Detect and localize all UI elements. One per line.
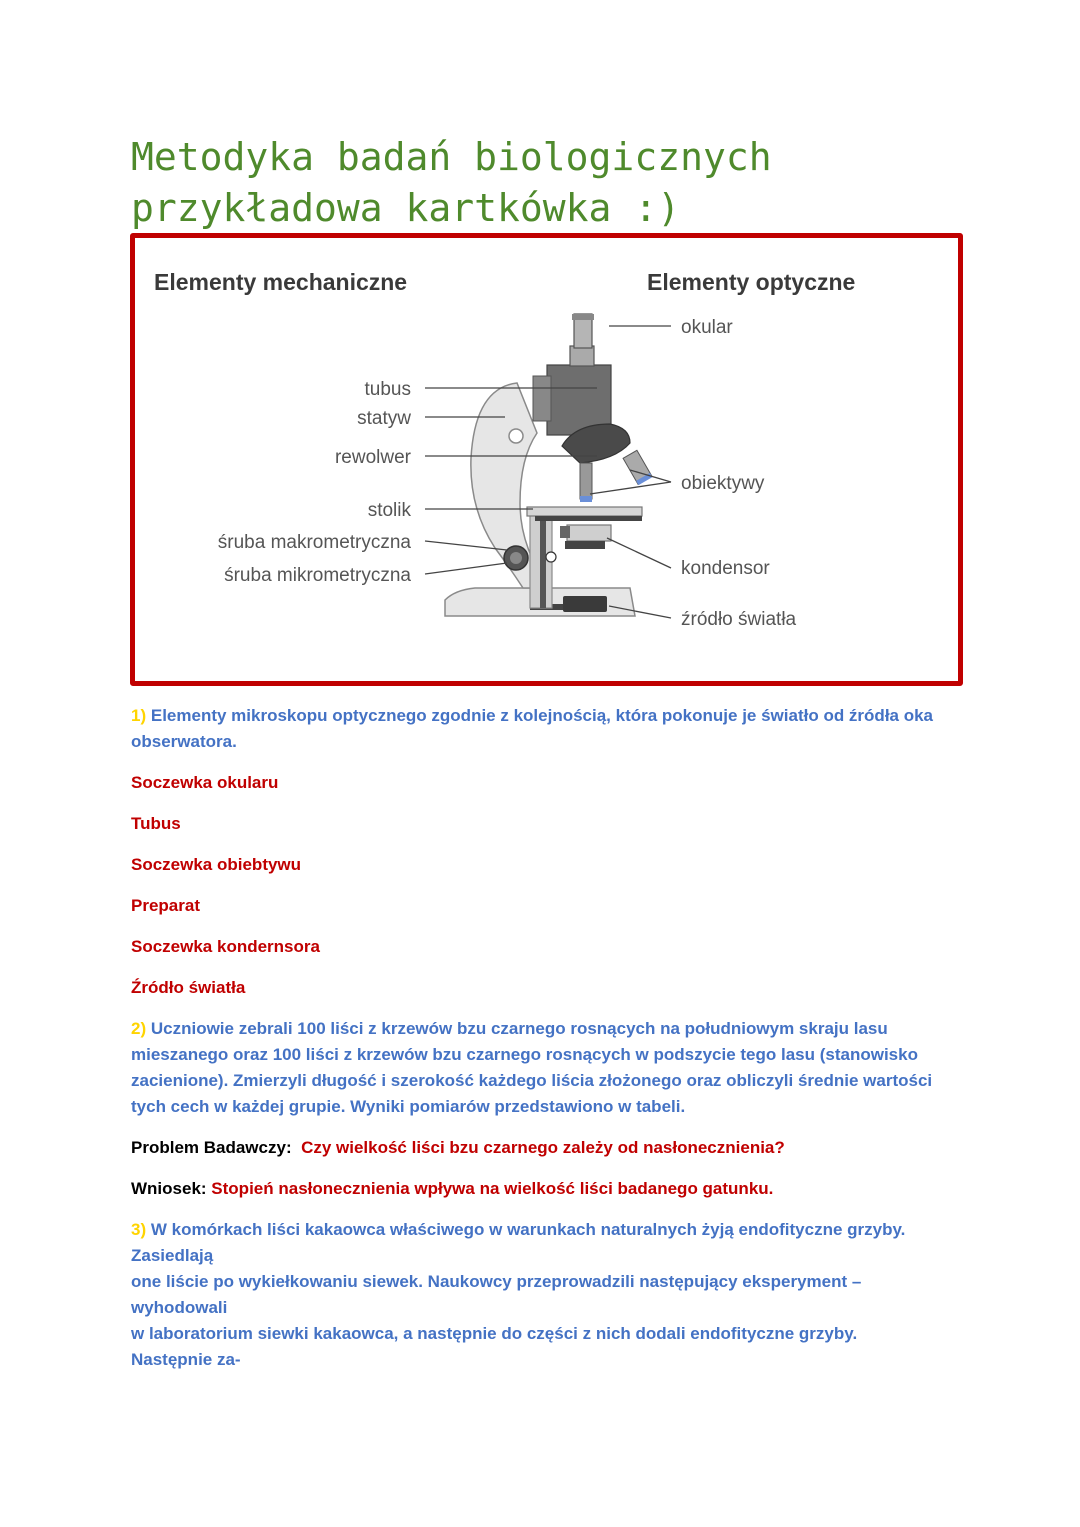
question-3-line-6: Następnie za- xyxy=(131,1350,241,1369)
question-3-line-4: wyhodowali xyxy=(131,1298,228,1317)
label-sruba-makro: śruba makrometryczna xyxy=(217,532,411,553)
question-1-number: 1) xyxy=(131,706,147,725)
heading-mechanical: Elementy mechaniczne xyxy=(154,269,408,295)
answer-item: Soczewka okularu xyxy=(131,773,279,792)
question-1-text: Elementy mikroskopu optycznego zgodnie z kolejnością, która pokonuje je światło od źródła oka obserwatora. xyxy=(131,706,934,751)
answer-item: Soczewka kondernsora xyxy=(131,937,320,956)
question-3 xyxy=(131,1217,961,1373)
heading-optical: Elementy optyczne xyxy=(647,269,856,295)
research-problem-label: Problem Badawczy: xyxy=(131,1138,292,1157)
question-3-number: 3) xyxy=(131,1220,147,1239)
answer-item: Soczewka obiebtywu xyxy=(131,855,302,874)
label-obiektywy: obiektywy xyxy=(681,473,765,494)
label-stolik: stolik xyxy=(367,500,411,521)
conclusion-label: Wniosek: xyxy=(131,1179,207,1198)
microscope-illustration xyxy=(445,314,652,616)
microscope-figure xyxy=(130,233,963,686)
conclusion-text: Stopień nasłonecznienia wpływa na wielkość liści badanego gatunku. xyxy=(211,1179,774,1198)
label-tubus: tubus xyxy=(364,379,411,400)
question-3-line-3: one liście po wykiełkowaniu siewek. Naukowcy przeprowadzili następujący eksperyment – xyxy=(131,1272,862,1291)
label-statyw: statyw xyxy=(357,408,411,429)
research-problem-text: Czy wielkość liści bzu czarnego zależy od nasłonecznienia? xyxy=(301,1138,785,1157)
question-1 xyxy=(131,703,961,755)
answer-item: Tubus xyxy=(131,814,181,833)
label-kondensor: kondensor xyxy=(681,558,770,579)
question-2 xyxy=(131,1016,961,1120)
answer-item: Preparat xyxy=(131,896,200,915)
title-line-1: Metodyka badań biologicznych xyxy=(131,135,772,179)
research-problem xyxy=(131,1135,961,1161)
title-line-2: przykładowa kartkówka :) xyxy=(131,186,681,230)
label-okular: okular xyxy=(681,317,733,338)
question-3-line-5: w laboratorium siewki kakaowca, a następnie do części z nich dodali endofityczne grzyby. xyxy=(131,1324,858,1343)
answer-item: Źródło światła xyxy=(131,978,246,997)
question-2-text: Uczniowie zebrali 100 liści z krzewów bzu czarnego rosnących na południowym skraju lasu mieszanego oraz 100 liści z krzewów bzu czarnego rosnących w podszycie tego lasu (stanowisko zacienione). Zmierzyli długość i szerokość każdego liścia złożonego oraz obliczyli średnie wartości tych cech w każdej grupie. Wyniki pomiarów przedstawiono w tabeli. xyxy=(131,1019,933,1116)
question-3-line-2: Zasiedlają xyxy=(131,1246,214,1265)
label-sruba-mikro: śruba mikrometryczna xyxy=(224,565,411,586)
document-body xyxy=(131,703,961,1388)
question-3-line-1: W komórkach liści kakaowca właściwego w warunkach naturalnych żyją endofityczne grzyby. xyxy=(150,1220,906,1239)
microscope-diagram xyxy=(135,238,958,681)
conclusion xyxy=(131,1176,961,1202)
question-2-number: 2) xyxy=(131,1019,147,1038)
label-rewolwer: rewolwer xyxy=(334,447,411,468)
label-zrodlo-swiatla: źródło światła xyxy=(681,609,797,630)
page-title xyxy=(131,132,772,234)
